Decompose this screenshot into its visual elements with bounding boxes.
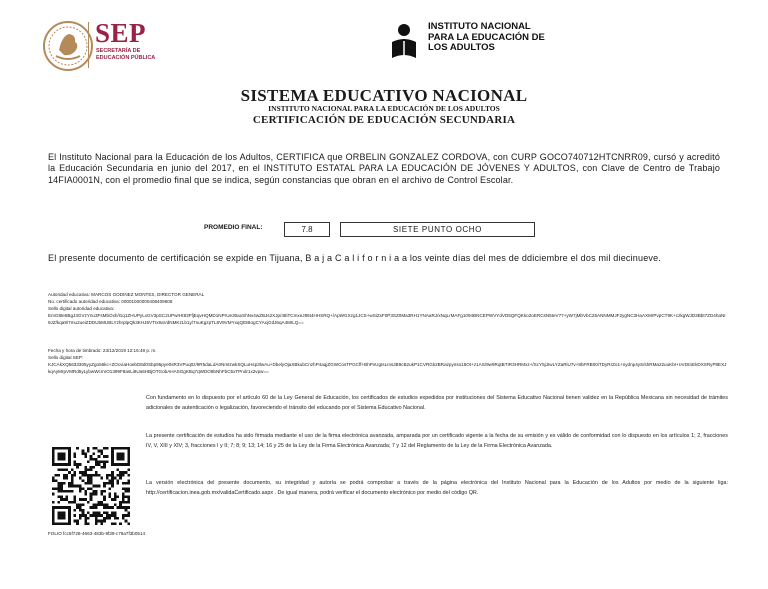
header-divider: [88, 22, 89, 68]
institution-subtitle: INSTITUTO NACIONAL PARA LA EDUCACIÓN DE LOS ADULTOS: [268, 104, 500, 113]
certification-paragraph: El Instituto Nacional para la Educación de los Adultos, CERTIFICA que ORBELIN GONZALEZ CORDOVA, con CURP GOCO740712HTCNRR09, cursó y acreditó la Educación Secundaria en junio del 2017, en el INSTITUTO ESTATAL PARA LA EDUCACIÓN DE JÓVENES Y ADULTOS, con Clave de Centro de Trabajo 14FIA0001N, con el promedio final que se indica, según constancias que obran en el archivo de Control Escolar.: [48, 152, 720, 185]
legal-paragraph-signature: La presente certificación de estudios ha sido firmada mediante el uso de la firma electrónica avanzada, amparada por un certificado vigente a la fecha de su emisión y es válido de conformidad con lo dispuesto en los artículos 1; 2, fracciones IV, V, XIII y XIV; 3, fracciones I y II; 7; 8; 9; 13; 14; 16 y 25 de la Ley de la Firma Electrónica Avanzada; 7 y 12 del Reglamento de la Ley de la Firma Electrónica Avanzada.: [146, 433, 728, 449]
timestamp: Fecha y hora de timbrado: 23/12/2019 12:16:48 p. m.: [48, 348, 157, 353]
sep-seal-label: Sello digital SEP:: [48, 355, 84, 360]
qr-code-icon[interactable]: [52, 447, 130, 525]
certificate-type: CERTIFICACIÓN DE EDUCACIÓN SECUNDARIA: [252, 114, 516, 126]
authority-seal-label: Sello digital autoridad educativa:: [48, 306, 115, 311]
promedio-value: 7.8: [284, 222, 330, 237]
mexico-coat-of-arms-icon: [42, 20, 94, 72]
sep-seal-block: [48, 347, 728, 375]
authority-certificate-number: No. certificado autoridad educativa: 00001000000408409608: [48, 299, 173, 304]
promedio-words: SIETE PUNTO OCHO: [340, 222, 535, 237]
authority-block: [48, 291, 728, 326]
legal-paragraph-verification: La versión electrónica del presente documento, su integridad y autoría se podrá comprobar a través de la página electrónica del Instituto Nacional para la Educación de los Adultos por medio de la siguiente liga: http://certificacion.inea.gob.mx/validaCertificado.aspx . De igual manera, podrá verificar el documento electrónico por medio del código QR.: [146, 480, 728, 496]
authority-name: Autoridad educativa: MARCOS GODINEZ MONTES, DIRECTOR GENERAL: [48, 292, 205, 297]
sep-subtitle: SECRETARÍA DE EDUCACIÓN PÚBLICA: [96, 48, 156, 61]
inea-wordmark: INSTITUTO NACIONAL PARA LA EDUCACIÓN DE LOS ADULTOS: [428, 21, 545, 53]
authority-seal: EmG8te5BgJ3GVzYnu3FsMbOxh/Gq1ZHUPyLxGV3pSC2UPwrHt83FfjEqvHQMD1NPrUe30axShNv4wZBJs2XJp/48iTCmxeJ85t4HHSRQ+/ApWGXzg1JCS+wSiZxF0P3SZ0Ma3RH1YNAaRJ/xNqLrMAFg1094BNCEPWVYdVD5QFQKko2oERCsN5teV77+yW7jMbVbC25ANNMMJF2ygNC3HaAXMrPvpCT9K+czkgWJD3Bbt7ZD4haNI9JZ/kqa9/7mu2ueiZDDU5MUBLYzhrptpQk3KHJ5VTrx9aVdNMKzLb1y/7nuKgzpTL8V9VMYxqQEIBogCYAxjGdJ6qA4MILQ==: [48, 313, 726, 325]
inea-reader-icon: [388, 22, 420, 62]
document-title: SISTEMA EDUCATIVO NACIONAL: [240, 86, 528, 105]
sep-wordmark: SEP: [95, 18, 147, 48]
legal-paragraph-validity: Con fundamento en lo dispuesto por el artículo 60 de la Ley General de Educación, los certificados de estudios expedidos por instituciones del Sistema Educativo Nacional tienen validez en la República Mexicana sin necesidad de trámites adicionales de autenticación o legalización, favoreciendo el tránsito del educando por el Sistema Educativo Nacional.: [146, 395, 728, 411]
issuance-paragraph: El presente documento de certificación se expide en Tijuana, B a j a C a l i f o r n i a a los veinte días del mes de ddiciembre el dos mil diecinueve.: [48, 253, 662, 263]
folio: FOLIO fcc5f729-4663-483b-9f39-c79a7f3b0514: [48, 531, 146, 536]
promedio-label: PROMEDIO FINAL:: [204, 224, 263, 231]
sep-seal: KJCAkXQ5633305yyZgo56kc+ZOcviaHoebD8d0Sbp95pye0sR3VPuq0z/9R5daLdA0NmtzwkSQLuHsp3lwAu+DbelyOjaXBkubCnzhP4aqjZGWCosTPGCff+BhPvUgIsLmsJB9cB2ukP1CVRGk2BRazpynso15Ot+z1AS/9w9RqtBTIR3HRMxz+/ScY5jJIwLYZaRiU7v+8bFRB00iTDyRrZo1+nydnp4yS/shRMa22uuKbI+rArDtnEkDXSRyP8EXJkqAyMrpVMRd5yLybwWcmrO1399F8asLi9Ua5HBjOTGobAHASGgKBq7qWDO8bNhFbC5xTPndr1x2vpw==: [48, 362, 727, 374]
